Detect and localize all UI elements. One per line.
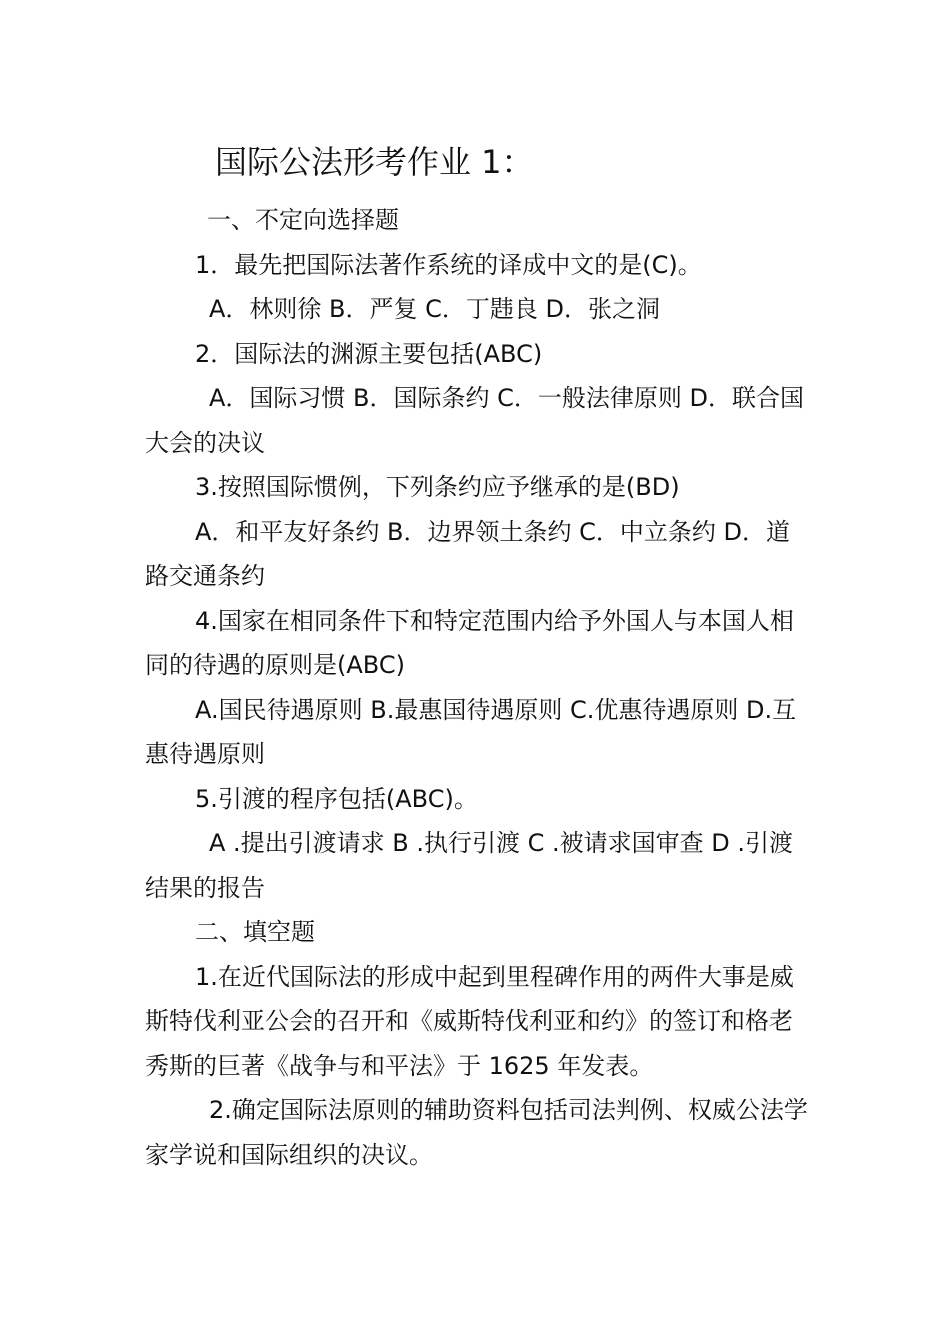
question-1: 1．最先把国际法著作系统的译成中文的是(C)。 <box>195 250 702 279</box>
question-5: 5.引渡的程序包括(ABC)。 <box>195 784 478 813</box>
section-heading-fill: 二、填空题 <box>195 918 315 946</box>
question-4: 4.国家在相同条件下和特定范围内给予外国人与本国人相同的待遇的原则是(ABC) <box>145 606 794 679</box>
question-2-options: A．国际习惯 B．国际条约 C．一般法律原则 D．联合国大会的决议 <box>145 384 805 457</box>
question-4-options: A.国民待遇原则 B.最惠国待遇原则 C.优惠待遇原则 D.互惠待遇原则 <box>145 695 797 768</box>
question-3: 3.按照国际惯例，下列条约应予继承的是(BD) <box>195 473 680 501</box>
question-1-options: A．林则徐 B．严复 C．丁韪良 D．张之洞 <box>209 295 661 323</box>
document-body <box>145 198 813 1177</box>
question-2: 2．国际法的渊源主要包括(ABC) <box>195 339 543 368</box>
question-3-options: A．和平友好条约 B．边界领土条约 C．中立条约 D．道路交通条约 <box>145 517 791 590</box>
fill-question-2: 2.确定国际法原则的辅助资料包括司法判例、权威公法学家学说和国际组织的决议。 <box>145 1096 808 1169</box>
fill-question-1: 1.在近代国际法的形成中起到里程碑作用的两件大事是威斯特伐利亚公会的召开和《威斯特伐利亚和约》的签订和格老秀斯的巨著《战争与和平法》于 1625 年发表。 <box>145 962 794 1080</box>
document-title: 国际公法形考作业 1： <box>215 143 534 181</box>
question-5-options: A .提出引渡请求 B .执行引渡 C .被请求国审查 D .引渡结果的报告 <box>145 829 794 902</box>
section-heading-choice: 一、不定向选择题 <box>207 206 399 234</box>
